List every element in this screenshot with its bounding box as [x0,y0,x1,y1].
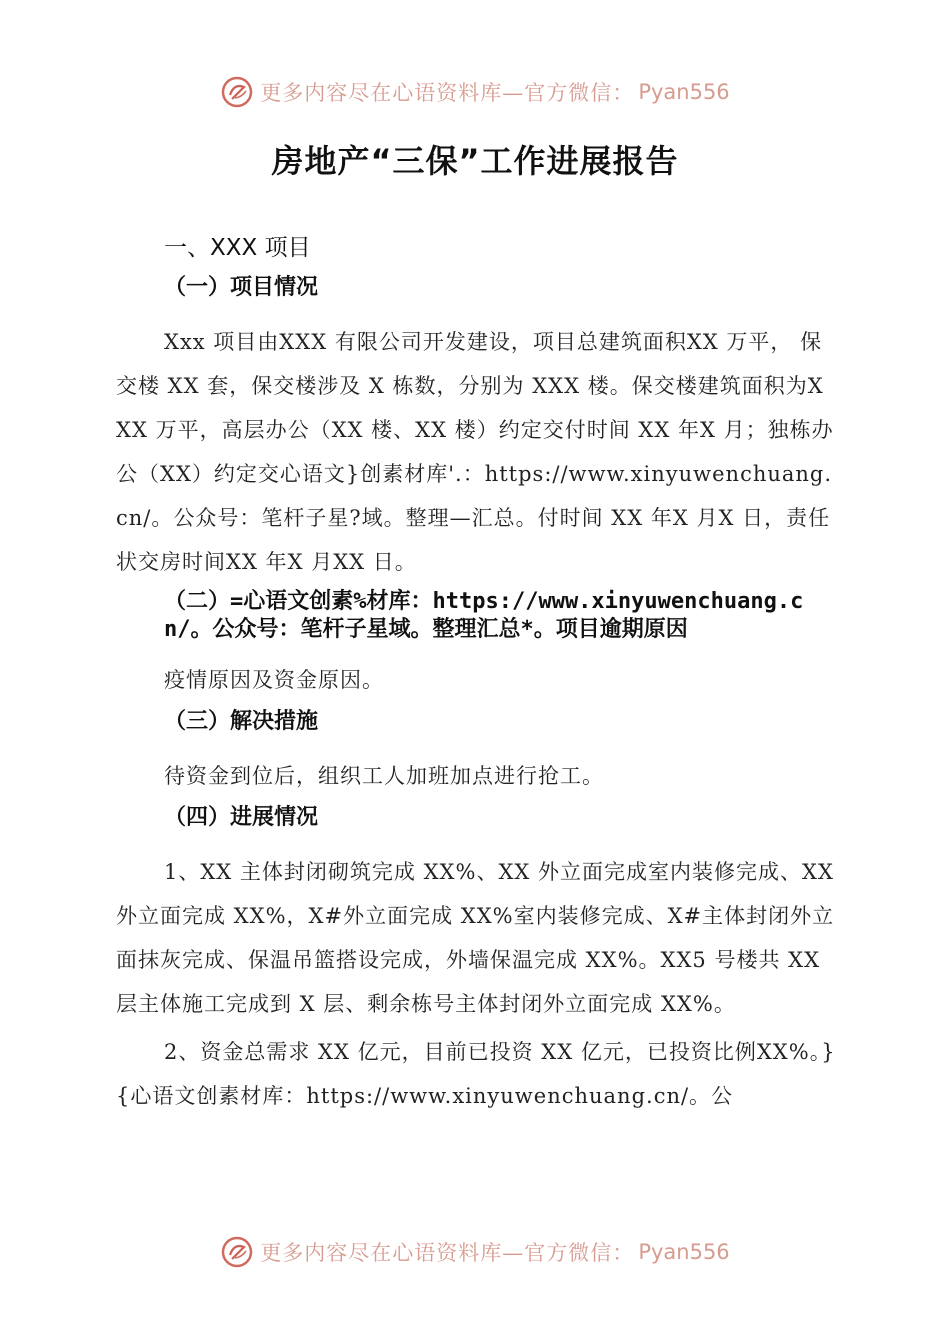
subheading-delay-reason: （二）=心语文创素%材库：https://www.xinyuwenchuang.cn/。公众号：笔杆子星域。整理汇总*。项目逾期原因 [164,589,804,642]
subheading-progress: （四）进展情况 [164,805,319,830]
paragraph-progress-2: 2、资金总需求 XX 亿元，目前已投资 XX 亿元，已投资比例XX%。}{心语文创素材库：https://www.xinyuwenchuang.cn/。公 [116,1040,836,1108]
footer-watermark [0,1232,950,1272]
paragraph-project-status: Xxx 项目由XXX 有限公司开发建设，项目总建筑面积XX 万平， 保交楼 XX 套，保交楼涉及 X 栋数，分别为 XXX 楼。保交楼建筑面积为XXX 万平，高层办公（XX 楼、XX 楼）约定交付时间 XX 年X 月；独栋办公（XX）约定交心语文}创素材库'.：https://www.xinyuwenchuang.cn/。公众号：笔杆子星?域。整理—汇总。付时间 XX 年X 月X 日，责任状交房时间XX 年X 月XX 日。 [116,330,834,574]
paragraph-solution: 待资金到位后，组织工人加班加点进行抢工。 [164,764,604,788]
document-body [116,228,836,1122]
red-spiral-logo-icon [220,75,254,109]
red-spiral-logo-icon [220,1235,254,1269]
paragraph-progress-1: 1、XX 主体封闭砌筑完成 XX%、XX 外立面完成室内装修完成、XX 外立面完成 XX%，X#外立面完成 XX%室内装修完成、X#主体封闭外立面抹灰完成、保温吊篮搭设完成，外墙保温完成 XX%。XX5 号楼共 XX 层主体施工完成到 X 层、剩余栋号主体封闭外立面完成 XX%。 [116,860,835,1016]
section-heading: 一、XXX 项目 [164,235,311,261]
header-watermark [0,72,950,112]
paragraph-delay-reason: 疫情原因及资金原因。 [164,668,384,692]
watermark-handle: Pyan556 [638,1240,730,1264]
document-title: 房地产“三保”工作进展报告 [271,142,679,180]
watermark-text: 更多内容尽在心语资料库—官方微信： [260,1241,635,1265]
subheading-solution: （三）解决措施 [164,709,319,734]
subheading-project-status: （一）项目情况 [164,275,319,300]
watermark-handle: Pyan556 [638,80,730,104]
watermark-text: 更多内容尽在心语资料库—官方微信： [260,81,635,105]
